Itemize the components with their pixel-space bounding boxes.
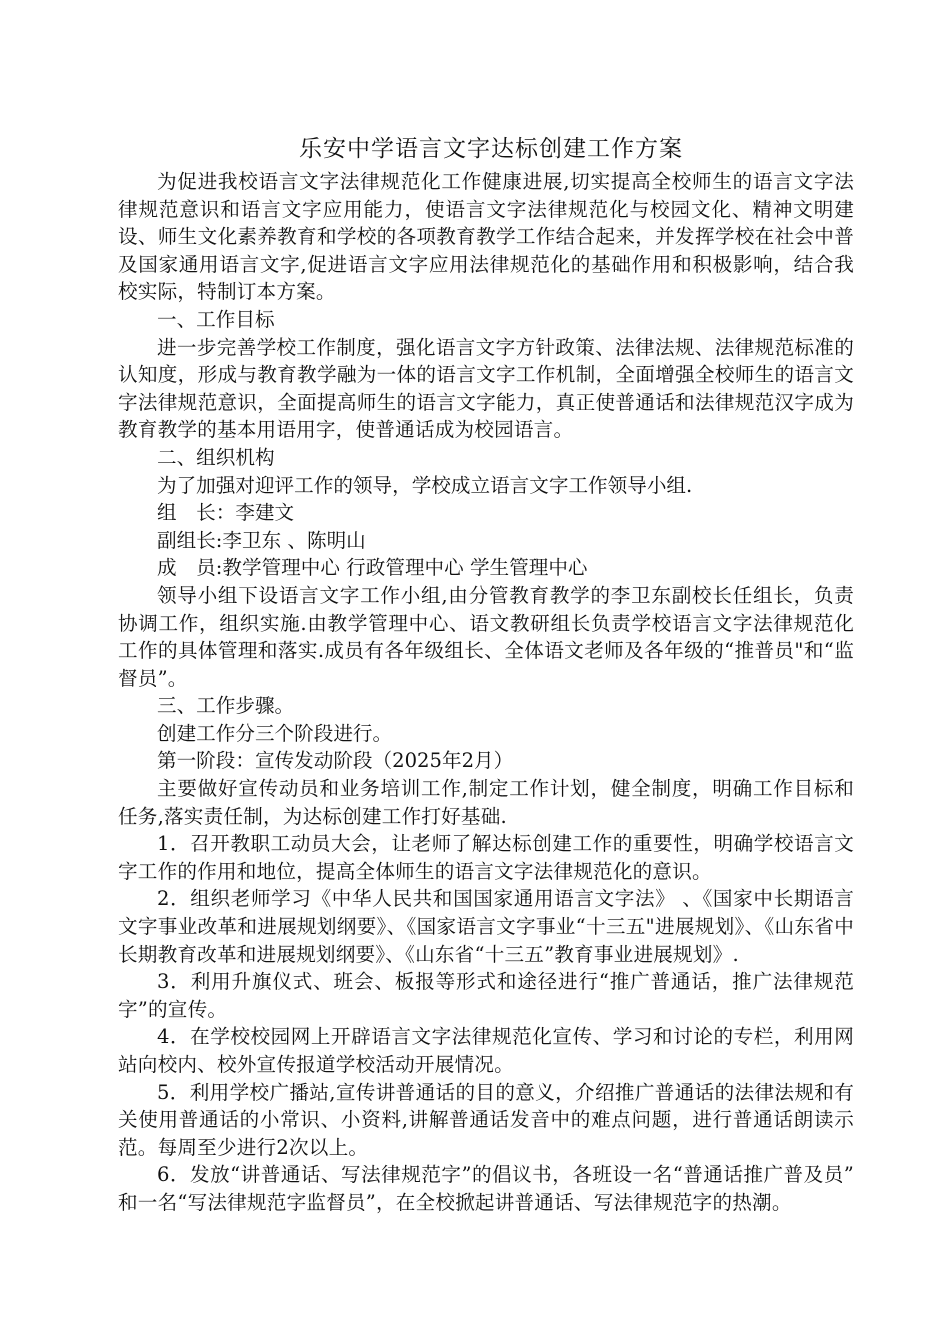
list-item: 3．利用升旗仪式、班会、板报等形式和途径进行“推广普通话，推广法律规范字”的宣传。 [118, 970, 854, 1021]
deputy-line: 副组长:李卫东 、陈明山 [157, 528, 366, 552]
document-title: 乐安中学语言文字达标创建工作方案 [299, 136, 683, 162]
phase1-heading: 第一阶段：宣传发动阶段（2025年2月） [157, 749, 514, 773]
list-item: 2．组织老师学习《中华人民共和国国家通用语言文字法》 、《国家中长期语言文字事业改革和进展规划纲要》、《国家语言文字事业“十三五"进展规划》、《山东省中长期教育改革和进展规划纲要》、《山东省“十三五”教育事业进展规划》. [118, 887, 854, 966]
section-heading-organization: 二、组织机构 [157, 445, 275, 469]
leader-line: 组 长：李建文 [157, 501, 295, 525]
steps-intro: 创建工作分三个阶段进行。 [157, 721, 393, 745]
phase1-paragraph: 主要做好宣传动员和业务培训工作,制定工作计划，健全制度，明确工作目标和任务,落实责任制，为达标创建工作打好基础. [118, 777, 854, 828]
organization-intro: 为了加强对迎评工作的领导，学校成立语言文字工作领导小组. [157, 473, 693, 497]
section-heading-goals: 一、工作目标 [157, 307, 275, 331]
list-item: 6．发放“讲普通话、写法律规范字”的倡议书，各班设一名“普通话推广普及员” 和一名“写法律规范字监督员”，在全校掀起讲普通话、写法律规范字的热潮。 [118, 1163, 854, 1214]
list-item: 5．利用学校广播站,宣传讲普通话的目的意义，介绍推广普通话的法律法规和有关使用普通话的小常识、小资料,讲解普通话发音中的难点问题，进行普通话朗读示范。每周至少进行2次以上。 [118, 1080, 854, 1159]
list-item: 4．在学校校园网上开辟语言文字法律规范化宣传、学习和讨论的专栏，利用网站向校内、校外宣传报道学校活动开展情况。 [118, 1025, 854, 1076]
list-item: 1．召开教职工动员大会，让老师了解达标创建工作的重要性，明确学校语言文字工作的作用和地位，提高全体师生的语言文字法律规范化的意识。 [118, 832, 854, 883]
section-heading-steps: 三、工作步骤。 [157, 694, 295, 718]
organization-paragraph: 领导小组下设语言文字工作小组,由分管教育教学的李卫东副校长任组长，负责协调工作，组织实施.由教学管理中心、语文教研组长负责学校语言文字法律规范化工作的具体管理和落实.成员有各年级组长、全体语文老师及各年级的“推普员"和“监督员”。 [118, 583, 854, 690]
members-line: 成 员:教学管理中心 行政管理中心 学生管理中心 [157, 556, 588, 580]
intro-paragraph: 为促进我校语言文字法律规范化工作健康进展,切实提高全校师生的语言文字法律规范意识和语言文字应用能力，使语言文字法律规范化与校园文化、精神文明建设、师生文化素养教育和学校的各项教育教学工作结合起来，并发挥学校在社会中普及国家通用语言文字,促进语言文字应用法律规范化的基础作用和积极影响，结合我校实际，特制订本方案。 [118, 170, 854, 304]
goals-paragraph: 进一步完善学校工作制度，强化语言文字方针政策、法律法规、法律规范标准的认知度，形成与教育教学融为一体的语言文字工作机制，全面增强全校师生的语言文字法律规范意识，全面提高师生的语言文字能力，真正使普通话和法律规范汉字成为教育教学的基本用语用字，使普通话成为校园语言。 [118, 335, 854, 442]
